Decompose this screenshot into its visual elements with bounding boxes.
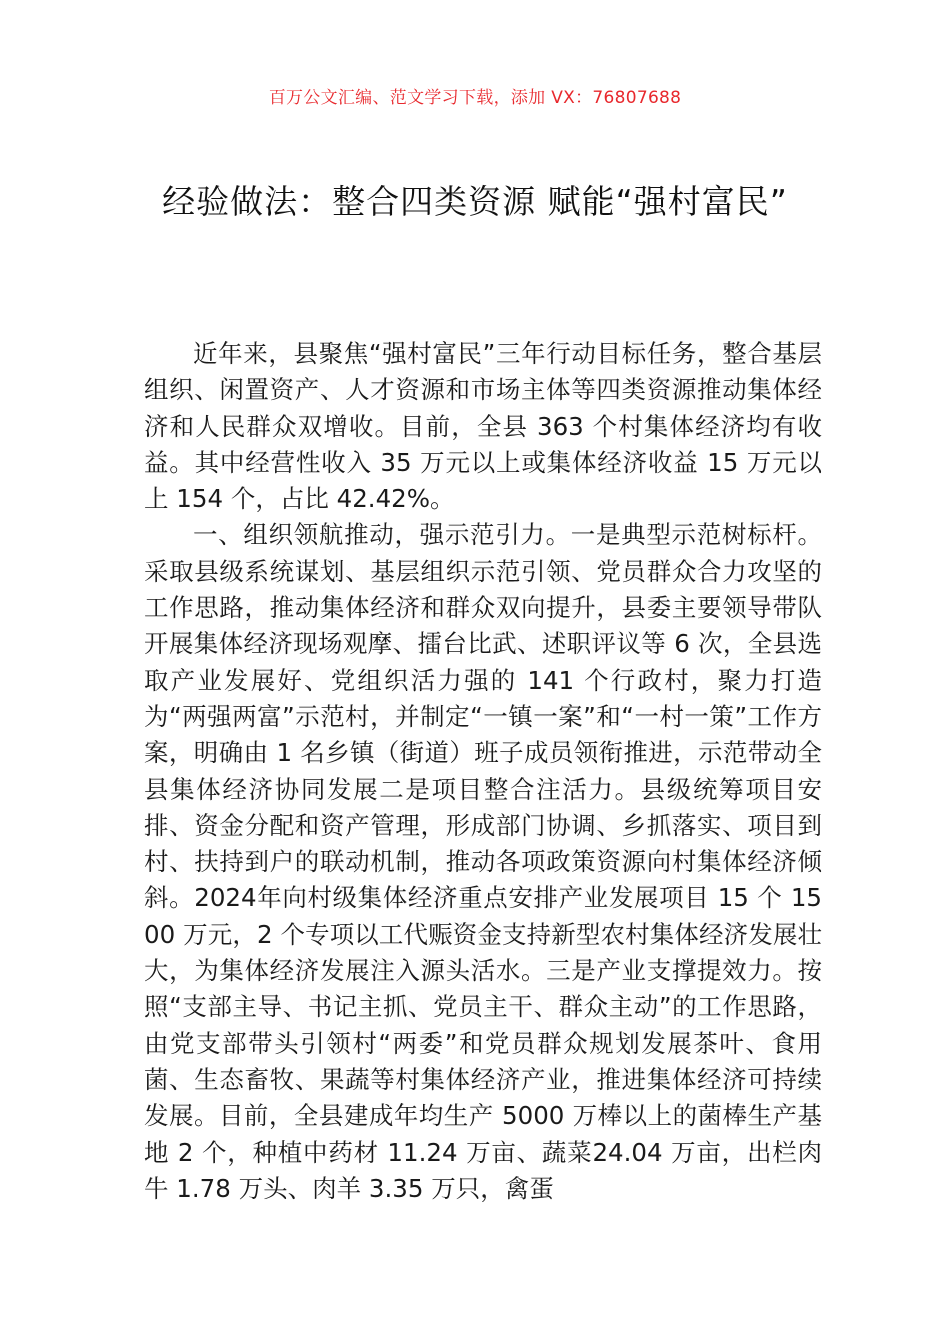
document-body [144,336,822,1207]
paragraph-section-one: 一、组织领航推动，强示范引力。一是典型示范树标杆。采取县级系统谋划、基层组织示范引领、党员群众合力攻坚的工作思路，推动集体经济和群众双向提升，县委主要领导带队开展集体经济现场观摩、擂台比武、述职评议等 6 次，全县选取产业发展好、党组织活力强的 141 个行政村，聚力打造为“两强两富”示范村，并制定“一镇一案”和“一村一策”工作方案，明确由 1 名乡镇（街道）班子成员领衔推进，示范带动全县集体经济协同发展二是项目整合注活力。县级统筹项目安排、资金分配和资产管理，形成部门协调、乡抓落实、项目到村、扶持到户的联动机制，推动各项政策资源向村集体经济倾斜。2024年向村级集体经济重点安排产业发展项目 15 个 1500 万元，2 个专项以工代赈资金支持新型农村集体经济发展壮大，为集体经济发展注入源头活水。三是产业支撑提效力。按照“支部主导、书记主抓、党员主干、群众主动”的工作思路，由党支部带头引领村“两委”和党员群众规划发展茶叶、食用菌、生态畜牧、果蔬等村集体经济产业，推进集体经济可持续发展。目前，全县建成年均生产 5000 万棒以上的菌棒生产基地 2 个，种植中药材 11.24 万亩、蔬菜24.04 万亩，出栏肉牛 1.78 万头、肉羊 3.35 万只，禽蛋 [144,520,822,1203]
paragraph-intro: 近年来，县聚焦“强村富民”三年行动目标任务，整合基层组织、闲置资产、人才资源和市场主体等四类资源推动集体经济和人民群众双增收。目前，全县 363 个村集体经济均有收益。其中经营性收入 35 万元以上或集体经济收益 15 万元以上 154 个，占比 42.42%。 [144,339,822,514]
watermark-header: 百万公文汇编、范文学习下载，添加 VX：76807688 [268,88,682,108]
document-title: 经验做法：整合四类资源 赋能“强村富民” [162,182,788,221]
